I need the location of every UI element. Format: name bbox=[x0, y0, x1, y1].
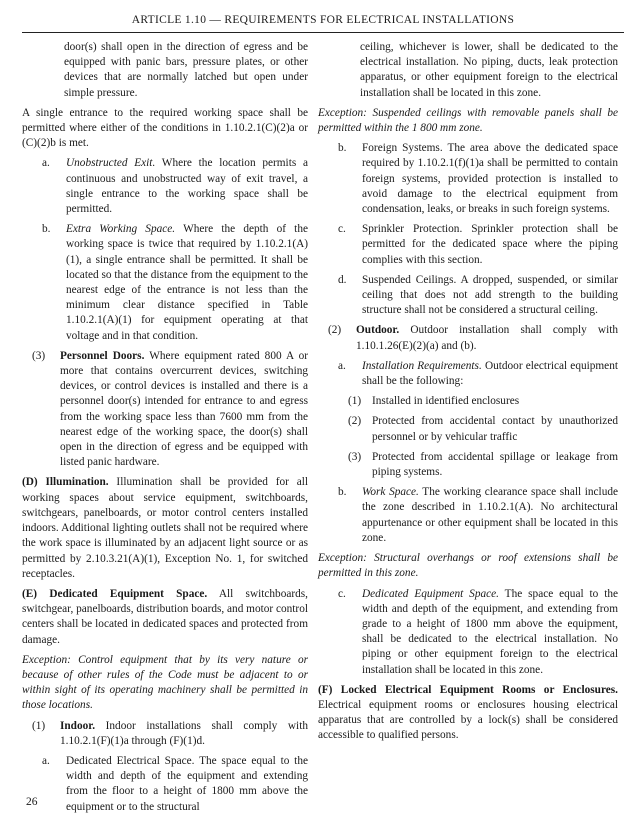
section-text: Illumination shall be provided for all working spaces about service equipment, switchboards, switchgears, panelboards, or motor control centers installed indoors. Additional lighting outlets shall not be required where the work space is illuminated by an adjacent light source or as permitted by 2.10.3.21(A)(1), Exception No. 1, for switched receptacles. bbox=[22, 476, 308, 580]
item-text: Where equipment rated 800 A or more that contains overcurrent devices, switching devices, or control devices is installed and there is a personnel door(s) intended for entrance to and egress from the working space less than 7600 mm from the nearest edge of the working space, the door(s) shall open in the direction of egress and be equipped with listed panic hardware. bbox=[60, 349, 309, 469]
item-marker: b. bbox=[338, 142, 347, 155]
item-a-dedicated-electrical-space bbox=[22, 754, 308, 815]
item-title: Indoor. bbox=[60, 719, 96, 732]
item-text: The space equal to the width and depth of the equipment, and extending from grade to a height of 1800 mm above the equipment, shall be dedicated to the electrical installation. No piping or other equipment foreign to the electrical installation shall be located in this zone. bbox=[362, 587, 618, 676]
item-text: Foreign Systems. The area above the dedicated space required by 1.10.2.1(f)(1)a shall be permitted to contain foreign systems, provided protection is installed to avoid damage to the electrical equipment from condensation, leaks, or breaks in such foreign systems. bbox=[362, 142, 618, 216]
item-marker: (2) bbox=[328, 324, 342, 337]
item-text: Installed in identified enclosures bbox=[372, 395, 520, 408]
section-f-locked-rooms bbox=[318, 683, 618, 744]
item-marker: (2) bbox=[348, 415, 362, 428]
item-title: Personnel Doors. bbox=[60, 349, 145, 362]
single-entrance-paragraph: A single entrance to the required working space shall be permitted where either of the conditions in 1.10.2.1(C)(2)a or (C)(2)b is met. bbox=[22, 106, 308, 150]
running-header: ARTICLE 1.10 — REQUIREMENTS FOR ELECTRICAL INSTALLATIONS bbox=[131, 14, 515, 26]
item-marker: a. bbox=[338, 359, 346, 372]
item-a-installation-requirements bbox=[318, 359, 618, 389]
item-title: Outdoor. bbox=[356, 324, 400, 337]
item-text: Outdoor installation shall comply with 1.10.1.26(E)(2)(a) and (b). bbox=[356, 324, 618, 352]
subitem-1-enclosures bbox=[318, 394, 618, 409]
section-title: (F) Locked Electrical Equipment Rooms or Enclosures. bbox=[318, 683, 618, 696]
item-c-dedicated-equipment-space bbox=[318, 587, 618, 678]
item-c-sprinkler-protection bbox=[318, 222, 618, 268]
section-text: All switchboards, switchgear, panelboards, distribution boards, and motor control centers shall be located in dedicated spaces and protected from damage. bbox=[22, 587, 308, 646]
page-number: 26 bbox=[26, 796, 38, 808]
item-text: The working clearance space shall include the zone described in 1.10.2.1(A). No architectural appurtenance or other equipment shall be located in this zone. bbox=[362, 486, 619, 544]
item-marker: (1) bbox=[348, 395, 362, 408]
exception-control-equipment: Exception: Control equipment that by its very nature or because of other rules of the Code must be adjacent to or within sight of its operating machinery shall be permitted in those locations. bbox=[22, 653, 308, 712]
item-marker: c. bbox=[338, 587, 346, 600]
item-title: Work Space. bbox=[362, 486, 419, 499]
section-text: Electrical equipment rooms or enclosures housing electrical apparatus that are controlled by a lock(s) shall be considered accessible to qualified persons. bbox=[318, 698, 618, 742]
item-marker: a. bbox=[42, 754, 50, 767]
item-title: Dedicated Equipment Space. bbox=[362, 587, 499, 600]
item-text: Where the location permits a continuous and unobstructed way of exit travel, a single entrance to the working space shall be permitted. bbox=[66, 157, 308, 216]
item-marker: b. bbox=[338, 486, 347, 499]
item-1-indoor bbox=[22, 719, 308, 749]
exception-structural-overhangs: Exception: Structural overhangs or roof extensions shall be permitted in this zone. bbox=[318, 552, 618, 580]
right-column bbox=[318, 40, 618, 749]
section-e-dedicated-space bbox=[22, 587, 308, 648]
item-text: Protected from accidental contact by unauthorized personnel or by vehicular traffic bbox=[372, 415, 618, 443]
continued-paragraph: door(s) shall open in the direction of egress and be equipped with panic bars, pressure plates, or other devices that are normally latched but open under simple pressure. bbox=[64, 41, 308, 99]
item-text: Where the depth of the working space is twice that required by 1.10.2.1(A)(1), a single entrance shall be permitted. It shall be located so that the distance from the equipment to the nearest edge of the entrance is not less than the minimum clear distance specified in Table 1.10.2.1(A)(1) for equipment operating at that voltage and in that condition. bbox=[66, 223, 308, 342]
item-3-personnel-doors bbox=[22, 349, 308, 471]
item-text: Outdoor electrical equipment shall be the following: bbox=[362, 359, 618, 388]
item-marker: a. bbox=[42, 157, 50, 170]
item-text: Protected from accidental spillage or leakage from piping systems. bbox=[372, 450, 618, 479]
item-title: Unobstructed Exit. bbox=[66, 157, 156, 170]
item-marker: b. bbox=[42, 223, 51, 236]
item-marker: d. bbox=[338, 273, 347, 286]
item-marker: (1) bbox=[32, 719, 46, 732]
item-2-outdoor bbox=[318, 323, 618, 353]
item-text: Suspended Ceilings. A dropped, suspended, or similar ceiling that does not add strength to the building structure shall not be considered a structural ceiling. bbox=[362, 273, 618, 317]
item-b-extra-working-space bbox=[22, 222, 308, 344]
item-text: Sprinkler Protection. Sprinkler protection shall be permitted for the dedicated space where the piping complies with this section. bbox=[362, 223, 618, 266]
section-title: (E) Dedicated Equipment Space. bbox=[22, 587, 208, 600]
item-marker: c. bbox=[338, 223, 346, 236]
continued-paragraph: ceiling, whichever is lower, shall be dedicated to the electrical installation. No piping, ducts, leak protection apparatus, or other equipment foreign to the electrical installation shall be located in this zone. bbox=[360, 41, 618, 99]
exception-suspended-ceilings: Exception: Suspended ceilings with removable panels shall be permitted within the 1 800 mm zone. bbox=[318, 106, 618, 135]
item-b-foreign-systems bbox=[318, 141, 618, 217]
item-marker: (3) bbox=[348, 450, 362, 463]
item-d-suspended-ceilings bbox=[318, 273, 618, 319]
section-title: (D) Illumination. bbox=[22, 476, 109, 489]
item-title: Installation Requirements. bbox=[362, 359, 482, 372]
subitem-2-protected-contact bbox=[318, 414, 618, 444]
item-b-work-space bbox=[318, 485, 618, 546]
header-divider bbox=[22, 32, 624, 33]
subitem-3-protected-spillage bbox=[318, 450, 618, 480]
item-text: Dedicated Electrical Space. The space equal to the width and depth of the equipment and extending from the floor to a height of 1800 mm above the equipment or to the structural bbox=[66, 754, 308, 813]
section-d-illumination bbox=[22, 475, 308, 581]
left-column bbox=[22, 40, 308, 820]
item-text: Indoor installations shall comply with 1.10.2.1(F)(1)a through (F)(1)d. bbox=[60, 719, 308, 747]
item-title: Extra Working Space. bbox=[66, 223, 176, 236]
item-a-unobstructed-exit bbox=[22, 156, 308, 217]
item-marker: (3) bbox=[32, 349, 46, 362]
